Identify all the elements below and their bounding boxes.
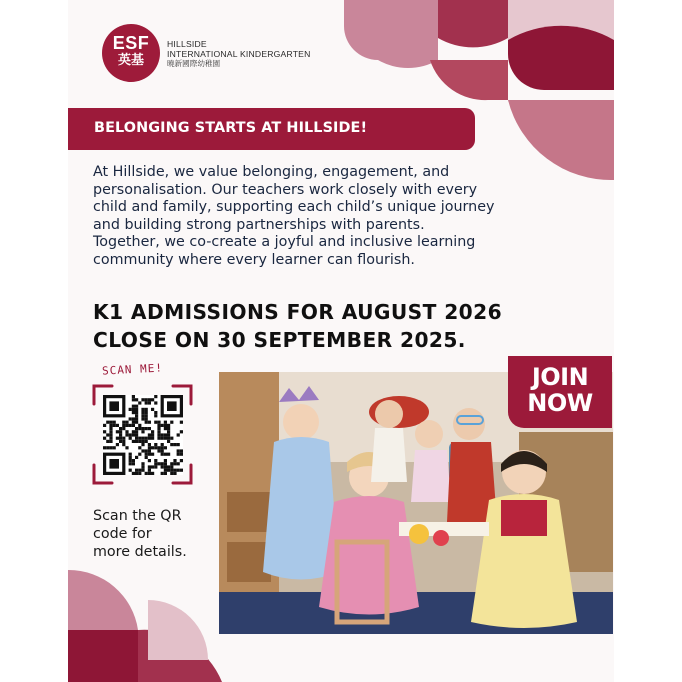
- esf-logo: [102, 24, 160, 82]
- deco-shape-right-quarter: [508, 26, 614, 90]
- join-now-line1: JOIN: [531, 363, 589, 391]
- deco-shape-top-mid: [438, 0, 508, 47]
- school-name-chinese: 曉新國際幼稚園: [167, 59, 221, 68]
- school-name: [167, 39, 311, 69]
- intro-line: community where every learner can flourish.: [93, 251, 415, 268]
- join-now-badge[interactable]: [508, 356, 612, 428]
- logo-chinese-text: 英基: [117, 53, 144, 68]
- qr-code[interactable]: [103, 395, 183, 475]
- intro-line: Together, we co-create a joyful and inclusive learning: [93, 234, 476, 251]
- deco-shape-bottom-left-top: [68, 570, 138, 630]
- headline-banner: [68, 108, 475, 150]
- deco-shape-mid-leaf: [430, 60, 508, 100]
- deco-shape-top-left-leaf: [344, 0, 438, 68]
- admissions-notice: [93, 298, 593, 354]
- qr-caption: [93, 507, 213, 561]
- poster: [68, 0, 614, 682]
- deco-shape-bottom-right: [148, 600, 208, 660]
- logo-esf-text: ESF: [112, 33, 150, 53]
- headline-text: BELONGING STARTS AT HILLSIDE!: [94, 120, 368, 136]
- school-name-line2: INTERNATIONAL KINDERGARTEN: [167, 49, 311, 59]
- join-now-line2: NOW: [527, 389, 593, 417]
- admissions-line1: K1 ADMISSIONS FOR AUGUST 2026: [93, 300, 503, 324]
- school-name-line1: HILLSIDE: [167, 39, 207, 49]
- intro-line: and building strong partnerships with parents.: [93, 216, 425, 233]
- qr-caption-line: Scan the QR: [93, 508, 182, 524]
- intro-line: At Hillside, we value belonging, engagement, and: [93, 164, 450, 180]
- intro-line: child and family, supporting each child’s unique journey: [93, 199, 495, 216]
- intro-line: personalisation. Our teachers work closely with every: [93, 181, 478, 198]
- admissions-line2: CLOSE ON 30 SEPTEMBER 2025.: [93, 328, 466, 352]
- qr-caption-line: more details.: [93, 544, 187, 560]
- scan-me-label: SCAN ME!: [101, 361, 164, 378]
- qr-caption-line: code for: [93, 526, 152, 542]
- deco-shape-bottom-left-quarter: [68, 630, 138, 682]
- intro-paragraph: [93, 164, 593, 270]
